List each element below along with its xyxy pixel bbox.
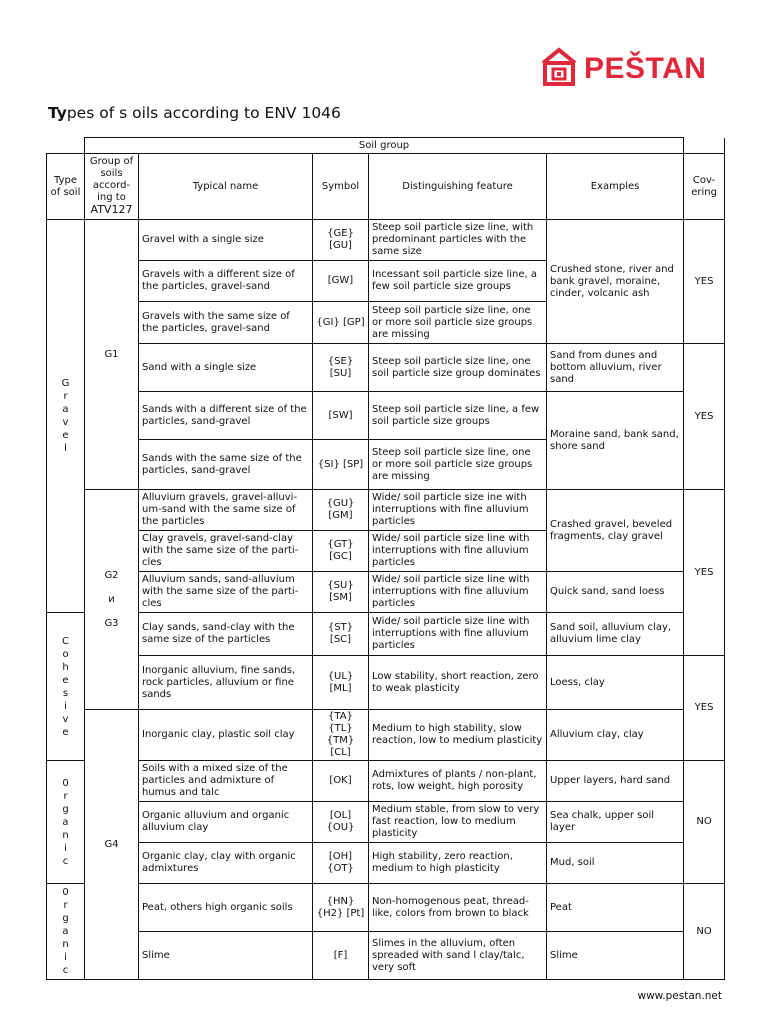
feature-header: Distinguishing feature <box>369 154 547 220</box>
table-row: Slime [F] Slimes in the alluvium, often spreaded with sand l clay/talc, very soft Slime <box>47 932 725 980</box>
example-cell: Quick sand, sand loess <box>547 572 684 613</box>
examples-header: Examples <box>547 154 684 220</box>
type-organic-1: 0 r g a n i c <box>47 761 85 884</box>
example-cell: Slime <box>547 932 684 980</box>
group-g4: G4 <box>85 710 139 980</box>
type-header: Type of soil <box>47 154 85 220</box>
table-row: Inorganic alluvium, fine sands, rock particles, alluvium or fine sands {UL} [ML] Low stability, short reaction, zero to weak plasticity Loess, clay YES <box>47 656 725 710</box>
table-row: G4 Inorganic clay, plastic soil clay {TA}{TL} {TM} [CL] Medium to high stability, slow reaction, low to medium plasticity Alluvium clay, clay <box>47 710 725 761</box>
type-cohesive: C o h e s i v e <box>47 613 85 761</box>
group-g2-g3: G2 и G3 <box>85 490 139 710</box>
soil-types-table <box>46 137 725 980</box>
example-cell: Peat <box>547 884 684 932</box>
covering-header: Cov- ering <box>684 154 725 220</box>
brand-logo <box>540 47 730 91</box>
covering-cell: YES <box>684 344 725 490</box>
example-cell: Alluvium clay, clay <box>547 710 684 761</box>
typical-name-header: Typical name <box>139 154 313 220</box>
group-g1: G1 <box>85 220 139 490</box>
example-cell: Mud, soil <box>547 843 684 884</box>
covering-cell: YES <box>684 220 725 344</box>
example-cell: Sea chalk, upper soil layer <box>547 802 684 843</box>
table-row: Gravels with the same size of the particles, gravel-sand {GI} [GP] Steep soil particle size line, one or more soil particle size groups are missing <box>47 302 725 344</box>
page-title: Types of s oils according to ENV 1046 <box>48 104 341 122</box>
brand-name: PEŠTAN <box>584 52 707 85</box>
table-row: Alluvium sands, sand-alluvium with the same size of the parti- cles {SU} [SM] Wide/ soil particle size line with interruptions with fine alluvium particles Quick sand, sand loess <box>47 572 725 613</box>
table-row: Sand with a single size {SE} [SU] Steep soil particle size line, one soil particle size group dominates Sand from dunes and bottom alluvium, river sand YES <box>47 344 725 392</box>
table-row: G2 и G3 Alluvium gravels, gravel-alluvi- um-sand with the same size of the particles {GU} [GM] Wide/ soil particle size ine with interruptions with fine alluvium particles Crashed gravel, beveled fragments, clay gravel YES <box>47 490 725 531</box>
group-header: Group of soils accord- ing to ATV127 <box>85 154 139 220</box>
covering-cell: YES <box>684 656 725 761</box>
symbol-header: Symbol <box>313 154 369 220</box>
type-organic-2: 0 r g a n i c <box>47 884 85 980</box>
example-cell: Loess, clay <box>547 656 684 710</box>
table-row: Sands with a different size of the particles, sand-gravel [SW] Steep soil particle size line, a few soil particle size groups Moraine sand, bank sand, shore sand <box>47 392 725 440</box>
table-row: 0 r g a n i c Peat, others high organic soils {HN}{H2} [Pt] Non-homogenous peat, thread- like, colors from brown to black Peat NO <box>47 884 725 932</box>
example-cell: Sand from dunes and bottom alluvium, river sand <box>547 344 684 392</box>
soil-group-header: Soil group <box>85 138 684 154</box>
example-cell: Upper layers, hard sand <box>547 761 684 802</box>
house-logo-icon <box>540 47 578 87</box>
type-gravel: G r a v e l <box>47 220 85 613</box>
website-link[interactable]: www.pestan.net <box>637 990 722 1002</box>
example-cell: Sand soil, alluvium clay, alluvium lime clay <box>547 613 684 656</box>
example-cell: Moraine sand, bank sand, shore sand <box>547 392 684 490</box>
covering-cell: NO <box>684 761 725 884</box>
table-row: Sands with the same size of the particles, sand-gravel {SI} [SP] Steep soil particle size line, one or more soil particle size groups are missing <box>47 440 725 490</box>
example-cell: Crashed gravel, beveled fragments, clay gravel <box>547 490 684 572</box>
table-row: C o h e s i v e Clay sands, sand-clay with the same size of the particles {ST} [SC] Wide/ soil particle size line with interruptions with fine alluvium particles Sand soil, alluvium clay, alluvium lime clay <box>47 613 725 656</box>
table-row: G r a v e l G1 Gravel with a single size {GE} [GU] Steep soil particle size line, with predominant particles with the same size Crushed stone, river and bank gravel, moraine, cinder, volcanic ash YES <box>47 220 725 261</box>
table-row: Gravels with a different size of the particles, gravel-sand [GW] Incessant soil particle size line, a few soil particle size groups <box>47 261 725 302</box>
table-row: Clay gravels, gravel-sand-clay with the same size of the parti- cles {GT} [GC] Wide/ soil particle size line with interruptions with fine alluvium particles <box>47 531 725 572</box>
covering-cell: YES <box>684 490 725 656</box>
example-cell: Crushed stone, river and bank gravel, moraine, cinder, volcanic ash <box>547 220 684 344</box>
table-row: 0 r g a n i c Soils with a mixed size of the particles and admixture of humus and talc [OK] Admixtures of plants / non-plant, rots, low weight, high porosity Upper layers, hard sand NO <box>47 761 725 802</box>
table-row: Organic clay, clay with organic admixtures [OH]{OT} High stability, zero reaction, medium to high plasticity Mud, soil <box>47 843 725 884</box>
table-row: Organic alluvium and organic alluvium clay [OL]{OU} Medium stable, from slow to very fast reaction, low to medium plasticity Sea chalk, upper soil layer <box>47 802 725 843</box>
covering-cell: NO <box>684 884 725 980</box>
